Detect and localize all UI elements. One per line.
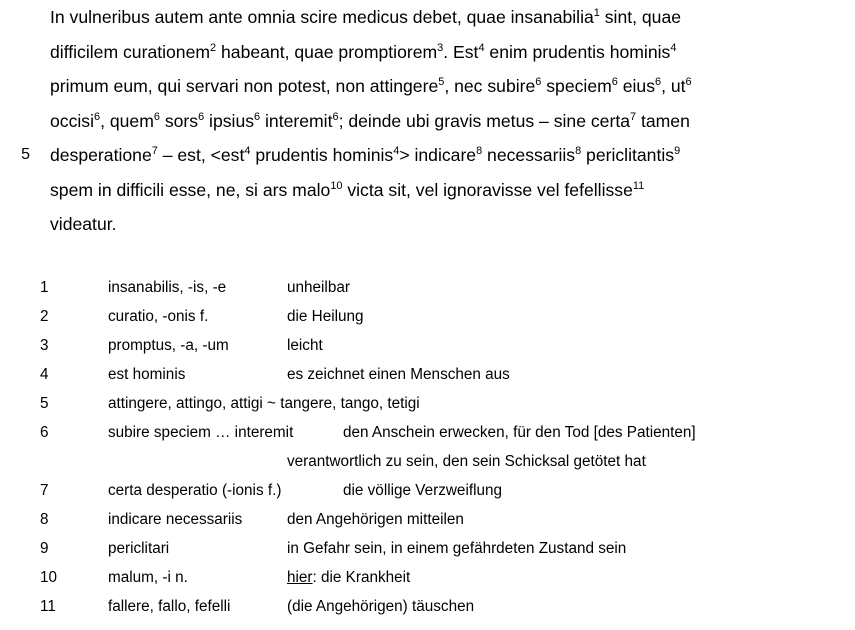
passage-line-text bbox=[50, 138, 680, 173]
vocabulary-row bbox=[0, 331, 855, 360]
passage-text-segment: habeant, quae promptiorem bbox=[216, 41, 438, 62]
footnote-marker: 6 bbox=[94, 110, 101, 123]
footnote-marker: 2 bbox=[210, 41, 217, 54]
footnote-marker: 4 bbox=[244, 145, 251, 158]
passage-text-segment: difficilem curationem bbox=[50, 41, 211, 62]
vocabulary-german-gloss: die völlige Verzweiflung bbox=[343, 482, 503, 499]
latin-passage bbox=[0, 0, 855, 242]
vocabulary-latin-term: fallere, fallo, fefelli bbox=[108, 598, 231, 615]
passage-line bbox=[0, 104, 855, 139]
vocabulary-row bbox=[0, 418, 855, 447]
vocabulary-row bbox=[0, 476, 855, 505]
passage-text-segment: videatur. bbox=[50, 214, 117, 234]
footnote-marker: 5 bbox=[438, 76, 445, 89]
footnote-marker: 11 bbox=[632, 179, 645, 192]
footnote-marker: 10 bbox=[330, 179, 343, 192]
vocabulary-german-gloss: leicht bbox=[287, 337, 323, 354]
vocabulary-number: 2 bbox=[40, 308, 49, 325]
passage-line bbox=[0, 0, 855, 35]
vocabulary-row-continuation bbox=[0, 447, 855, 476]
footnote-marker: 6 bbox=[611, 76, 618, 89]
vocabulary-number: 8 bbox=[40, 511, 49, 528]
vocabulary-row bbox=[0, 302, 855, 331]
passage-text-segment: , ut bbox=[661, 76, 686, 96]
vocabulary-row bbox=[0, 534, 855, 563]
passage-text-segment: primum eum, qui servari non potest, non attingere bbox=[50, 76, 439, 96]
passage-text-segment: tamen bbox=[636, 110, 690, 131]
passage-text-segment: periclitantis bbox=[581, 145, 675, 165]
footnote-marker: 4 bbox=[393, 145, 400, 158]
passage-text-segment: victa sit, vel ignoravisse vel fefellisse bbox=[342, 179, 633, 200]
passage-text-segment: , nec subire bbox=[444, 76, 536, 96]
vocabulary-list bbox=[0, 273, 855, 621]
vocabulary-german-gloss: den Angehörigen mitteilen bbox=[287, 511, 464, 528]
vocabulary-row bbox=[0, 505, 855, 534]
vocabulary-number: 7 bbox=[40, 482, 49, 499]
vocabulary-latin-term: certa desperatio (-ionis f.) bbox=[108, 482, 282, 499]
footnote-marker: 8 bbox=[575, 145, 582, 158]
passage-text-segment: sors bbox=[159, 110, 199, 131]
vocabulary-row bbox=[0, 360, 855, 389]
footnote-marker: 6 bbox=[153, 110, 160, 123]
passage-text-segment: , quem bbox=[100, 110, 154, 131]
footnote-marker: 6 bbox=[685, 76, 692, 89]
passage-line-text bbox=[50, 69, 692, 104]
footnote-marker: 9 bbox=[674, 145, 681, 158]
passage-line-text bbox=[50, 0, 681, 35]
footnote-marker: 6 bbox=[655, 76, 662, 89]
passage-line-number: 5 bbox=[21, 146, 30, 163]
vocabulary-german-gloss: den Anschein erwecken, für den Tod [des Patienten] bbox=[343, 424, 696, 441]
footnote-marker: 7 bbox=[151, 145, 158, 158]
vocabulary-number: 3 bbox=[40, 337, 49, 354]
passage-line-text bbox=[50, 35, 676, 70]
vocabulary-latin-term: insanabilis, -is, -e bbox=[108, 279, 227, 296]
vocabulary-latin-term: promptus, -a, -um bbox=[108, 337, 229, 354]
passage-line bbox=[0, 69, 855, 104]
passage-text-segment: prudentis hominis bbox=[250, 145, 394, 165]
vocabulary-german-gloss bbox=[287, 563, 410, 592]
footnote-marker: 6 bbox=[535, 76, 542, 89]
vocabulary-latin-term: est hominis bbox=[108, 366, 186, 383]
vocabulary-number: 10 bbox=[40, 569, 58, 586]
passage-text-segment: spem in difficili esse, ne, si ars malo bbox=[50, 179, 331, 200]
passage-line bbox=[0, 173, 855, 208]
vocabulary-german-gloss: unheilbar bbox=[287, 279, 350, 296]
passage-line-text bbox=[50, 207, 117, 242]
vocabulary-german-gloss: (die Angehörigen) täuschen bbox=[287, 598, 475, 615]
passage-text-segment: . Est bbox=[443, 41, 479, 62]
vocabulary-german-gloss: es zeichnet einen Menschen aus bbox=[287, 366, 510, 383]
passage-text-segment: occisi bbox=[50, 110, 94, 131]
passage-text-segment: interemit bbox=[260, 110, 333, 131]
footnote-marker: 3 bbox=[437, 41, 444, 54]
passage-text-segment: enim prudentis hominis bbox=[484, 41, 671, 62]
vocabulary-latin-term: attingere, attingo, attigi ~ tangere, tango, tetigi bbox=[108, 395, 420, 412]
vocabulary-number: 9 bbox=[40, 540, 49, 557]
footnote-marker: 4 bbox=[478, 41, 485, 54]
passage-line bbox=[0, 35, 855, 70]
footnote-marker: 6 bbox=[198, 110, 205, 123]
passage-text-segment: necessariis bbox=[482, 145, 576, 165]
passage-text-segment: eius bbox=[617, 76, 656, 96]
passage-text-segment: – est, <est bbox=[157, 145, 245, 165]
vocabulary-latin-term: curatio, -onis f. bbox=[108, 308, 209, 325]
vocabulary-latin-term: indicare necessariis bbox=[108, 511, 243, 528]
vocabulary-latin-term: periclitari bbox=[108, 540, 170, 557]
passage-text-segment: desperatione bbox=[50, 145, 152, 165]
vocabulary-german-gloss: verantwortlich zu sein, den sein Schicksal getötet hat bbox=[287, 453, 646, 470]
vocabulary-row bbox=[0, 273, 855, 302]
vocabulary-number: 11 bbox=[40, 598, 56, 615]
gloss-text: : die Krankheit bbox=[312, 569, 411, 586]
vocabulary-number: 1 bbox=[40, 279, 49, 296]
passage-text-segment: > indicare bbox=[399, 145, 477, 165]
vocabulary-row bbox=[0, 563, 855, 592]
passage-text-segment: ; deinde ubi gravis metus – sine certa bbox=[338, 110, 630, 131]
vocabulary-number: 6 bbox=[40, 424, 49, 441]
passage-line bbox=[0, 207, 855, 242]
vocabulary-latin-term: subire speciem … interemit bbox=[108, 424, 294, 441]
vocabulary-row bbox=[0, 592, 855, 621]
vocabulary-row bbox=[0, 389, 855, 418]
vocabulary-german-gloss: die Heilung bbox=[287, 308, 364, 325]
passage-text-segment: speciem bbox=[541, 76, 612, 96]
footnote-marker: 6 bbox=[254, 110, 261, 123]
passage-text-segment: In vulneribus autem ante omnia scire medicus debet, quae insanabilia bbox=[50, 7, 594, 27]
vocabulary-number: 4 bbox=[40, 366, 49, 383]
passage-line-text bbox=[50, 104, 690, 139]
passage-text-segment: sint, quae bbox=[599, 7, 682, 27]
gloss-emphasis: hier bbox=[287, 569, 313, 586]
passage-text-segment: ipsius bbox=[204, 110, 255, 131]
footnote-marker: 8 bbox=[476, 145, 483, 158]
vocabulary-german-gloss: in Gefahr sein, in einem gefährdeten Zustand sein bbox=[287, 540, 627, 557]
footnote-marker: 1 bbox=[593, 7, 600, 20]
footnote-marker: 6 bbox=[332, 110, 339, 123]
footnote-marker: 7 bbox=[630, 110, 637, 123]
footnote-marker: 4 bbox=[670, 41, 677, 54]
vocabulary-latin-term: malum, -i n. bbox=[108, 569, 188, 586]
vocabulary-number: 5 bbox=[40, 395, 49, 412]
passage-line bbox=[0, 138, 855, 173]
passage-line-text bbox=[50, 173, 644, 208]
